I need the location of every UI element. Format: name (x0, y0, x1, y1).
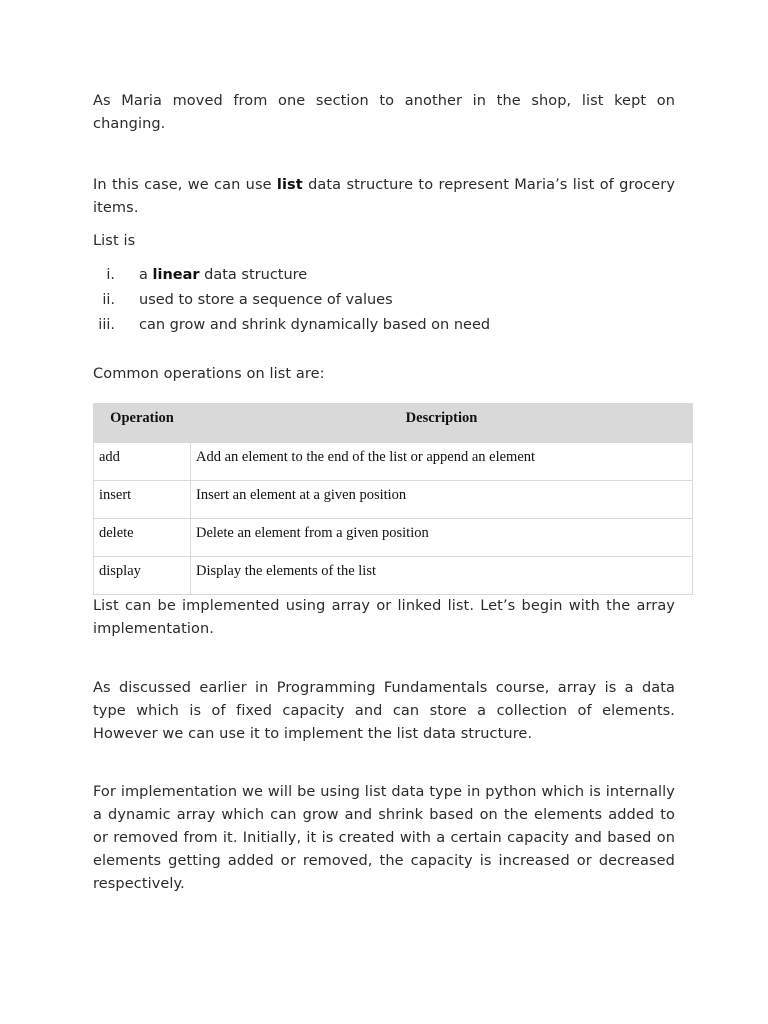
table-cell-description: Insert an element at a given position (191, 481, 693, 519)
column-header-operation: Operation (94, 404, 191, 443)
list-number: ii. (102, 292, 115, 308)
paragraph-python-dynamic-array: For implementation we will be using list data type in python which is internally a dynamic array which can grow and shrink based on the elements added to or removed from it. Initially, it is created with a certain capacity and based on elements getting added or removed, the capacity is increased or decreased respectively. (93, 784, 675, 892)
table-cell-operation: delete (94, 519, 191, 557)
list-properties (93, 263, 675, 338)
list-item (93, 313, 675, 338)
bold-term-list: list (276, 177, 303, 193)
list-item (93, 263, 675, 288)
paragraph-list-is: List is (93, 233, 136, 249)
table-row (94, 519, 693, 557)
paragraph-text: data structure to represent Maria’s list of grocery items. (93, 177, 675, 216)
operations-table (93, 403, 693, 595)
paragraph-maria-moved: As Maria moved from one section to another in the shop, list kept on changing. (93, 93, 675, 132)
table-cell-operation: add (94, 443, 191, 481)
table-cell-operation: insert (94, 481, 191, 519)
list-number: i. (106, 267, 115, 283)
paragraph-array-fixed-capacity: As discussed earlier in Programming Fundamentals course, array is a data type which is of fixed capacity and can store a collection of elements. However we can use it to implement the list data structure. (93, 680, 675, 742)
paragraph-list-data-structure (93, 174, 675, 220)
bold-term-linear: linear (152, 267, 200, 283)
table-cell-description: Delete an element from a given position (191, 519, 693, 557)
document-body (93, 90, 675, 386)
list-number: iii. (98, 317, 115, 333)
document-body-lower (93, 595, 675, 896)
paragraph-implementation: List can be implemented using array or linked list. Let’s begin with the array implementation. (93, 598, 675, 637)
paragraph-text: In this case, we can use (93, 177, 277, 193)
table-row (94, 481, 693, 519)
table-cell-description: Add an element to the end of the list or append an element (191, 443, 693, 481)
list-text: used to store a sequence of values (139, 292, 393, 308)
list-text: can grow and shrink dynamically based on need (139, 317, 491, 333)
list-text: data structure (199, 267, 308, 283)
paragraph-common-operations: Common operations on list are: (93, 366, 325, 382)
table-cell-operation: display (94, 557, 191, 595)
table-header-row (94, 404, 693, 443)
table-row (94, 443, 693, 481)
table-row (94, 557, 693, 595)
list-item (93, 288, 675, 313)
table-cell-description: Display the elements of the list (191, 557, 693, 595)
column-header-description: Description (191, 404, 693, 443)
list-text: a (139, 267, 153, 283)
